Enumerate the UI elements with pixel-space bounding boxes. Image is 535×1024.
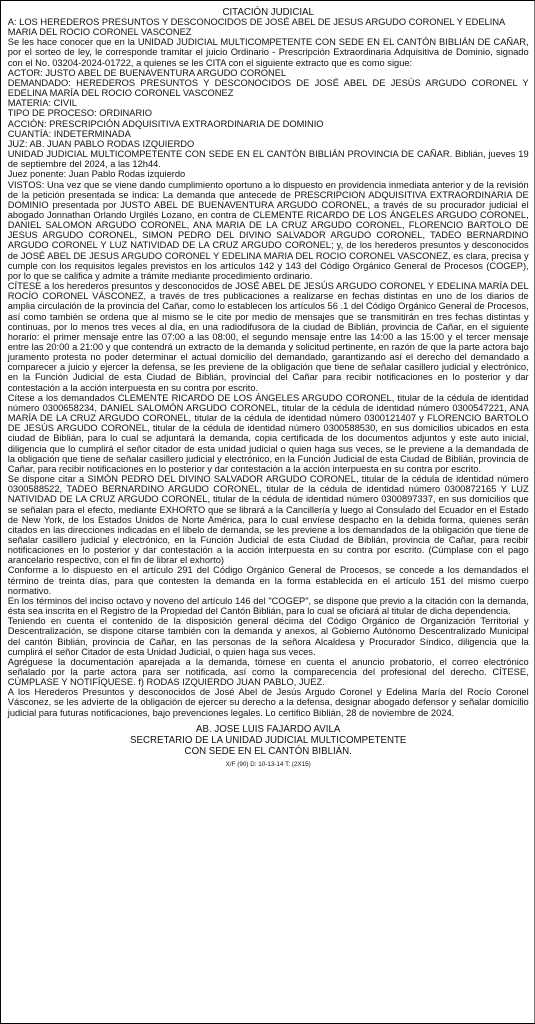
- signature-block: [8, 724, 529, 757]
- intro-paragraph: Se les hace conocer que en la UNIDAD JUDICIAL MULTICOMPETENTE CON SEDE EN EL CANTÓN BIBLIÁN DE CAÑAR, por el sorteo de ley, le corresponde tramitar el juicio Ordinario - Prescripción Extraordinaria Adquisitiva de Dominio, signado con el No. 03204-2024-01722, a quienes se les CITA con el siguiente extracto que es como sigue:: [7, 37, 529, 69]
- vistos-paragraph: VISTOS: Una vez que se viene dando cumplimiento oportuno a lo dispuesto en providencia inmediata anterior y de la revisión de la petición presentada se indica: La demanda que antecede de PRESCRIPCION ADQUISITIVA EXTRAORDINARIA DE DOMINIO presentada por JUSTO ABEL DE BUENAVENTURA ARGUDO CORONEL, a través de su procurador judicial el abogado Jonnathan Orlando Urgilés Lozano, en contra de CLEMENTE RICARDO DE LOS ÁNGELES ARGUDO CORONEL, DANIEL SALOMON ARGUDO CORONEL, ANA MARIA DE LA CRUZ ARGUDO CORONEL, FLORENCIO BARTOLO DE JESUS ARGUDO CORONEL, SIMON PEDRO DEL DIVINO SALVADOR ARGUDO CORONEL, TADEO BERNARDINO ARGUDO CORONEL Y LUZ NATIVIDAD DE LA CRUZ ARGUDO CORONEL; y, de los herederos presuntos y desconocidos de JOSÉ ABEL DE JESUS ARGUDO CORONEL Y EDELINA MARIA DEL ROCIO CORONEL VASCONEZ, es clara, precisa y cumple con los requisitos legales previstos en los artículos 142 y 143 del Código Orgánico General de Procesos (COGEP), por lo que se califica y admite a trámite mediante procedimiento ordinario.: [7, 179, 529, 282]
- signature-title: SECRETARIO DE LA UNIDAD JUDICIAL MULTICOMPETENTE: [130, 734, 407, 746]
- actor-line: ACTOR: JUSTO ABEL DE BUENAVENTURA ARGUDO CORONEL: [7, 67, 287, 79]
- court-date-paragraph: UNIDAD JUDICIAL MULTICOMPETENTE CON SEDE EN EL CANTÓN BIBLIÁN PROVINCIA DE CAÑAR. Biblián, jueves 19 de septiembre del 2024, a las 12h44.: [7, 149, 529, 171]
- defendant-line: DEMANDADO: HEREDEROS PRESUNTOS Y DESCONOCIDOS DE JOSÉ ABEL DE JESÚS ARGUDO CORONEL Y EDELINA MARÍA DEL ROCIO CORONEL VASCONEZ: [7, 77, 529, 100]
- warning-paragraph: A los Herederos Presuntos y desconocidos de José Abel de Jesús Argudo Coronel y Edelina María del Rocío Coronel Vásconez, se les advierte de la obligación de ejercer su derecho a la defensa, designar abogado defensor y señalar domicilio judicial para futuras notificaciones, bajo prevenciones legales. Lo certifico Biblián, 28 de noviembre de 2024.: [7, 687, 529, 719]
- notice-title: CITACIÓN JUDICIAL: [222, 7, 314, 18]
- registry-paragraph: En los términos del inciso octavo y noveno del artículo 146 del "COGEP", se dispone que previo a la citación con la demanda, ésta sea inscrita en el Registro de la Propiedad del Cantón Biblián, para lo cual se oficiará al titular de dicha dependencia.: [7, 595, 529, 618]
- reporting-judge-line: Juez ponente: Juan Pablo Rodas izquierdo: [7, 169, 186, 181]
- citese-heirs-paragraph: CÍTESE a los herederos presuntos y desconocidos de JOSÉ ABEL DE JESÚS ARGUDO CORONEL Y EDELINA MARÍA DEL ROCÍO CORONEL VÁSCONEZ, a través de tres publicaciones a realizarse en fechas distintas en uno de los diarios de amplia circulación de la provincia del Cañar, como lo establecen los artículos 56 .1 del Código Orgánico General de Procesos, así como también se ordena que al mismo se le cite por medio de mensajes que se transmitirán en tres fechas distintas y continuas, por lo menos tres veces al día, en una radiodifusora de la ciudad de Biblián, provincia de Cañar, en el siguiente horario: el primer mensaje entre las 07:00 a las 08:00, el segundo mensaje entre las 14:00 a las 15:00 y el tercer mensaje entre las 20:00 a 21:00 y que contendrá un extracto de la demanda y solicitud pertinente, en razón de que la parte actora bajo juramento protesta no poder determinar el actual domicilio del demandado, garantizando así el derecho del demandado a comparecer a juicio y ejercer la defensa, se les previene de la obligación que tiene de señalar casillero judicial y electrónico, en la Función Judicial de esta Ciudad de Biblián, provincial del Cañar para recibir notificaciones en lo posterior y dar contestación a la acción interpuesta en su contra por escrito.: [7, 281, 529, 394]
- documentation-paragraph: Agréguese la documentación aparejada a la demanda, tómese en cuenta el anuncio probatorio, el correo electrónico señalado por la parte actora para ser notificada, así como la comparecencia del profesional del derecho. CÍTESE, CÚMPLASE Y NOTIFÍQUESE. f) RODAS IZQUIERDO JUAN PABLO, JUEZ.: [7, 656, 529, 689]
- addressee-paragraph: A: LOS HEREDEROS PRESUNTOS Y DESCONOCIDOS DE JOSÉ ABEL DE JESUS ARGUDO CORONEL Y EDELINA MARIA DEL ROCIO CORONEL VASCONEZ: [7, 17, 505, 39]
- judge-line: JUZ: AB. JUAN PABLO RODAS IZQUIERDO: [7, 138, 195, 150]
- term-paragraph: Conforme a lo dispuesto en el artículo 291 del Código Orgánico General de Procesos, se concede a los demandados el término de treinta días, para que contesten la demanda en la forma establecida en el artículo 151 del mismo cuerpo normativo.: [7, 565, 529, 597]
- matter-line: MATERIA: CIVIL: [7, 98, 77, 110]
- municipal-paragraph: Teniendo en cuenta el contenido de la disposición general décima del Código Orgánico de Organización Territorial y Descentralización, se dispone citarse también con la demanda y anexos, al Gobierno Autónomo Descentralizado Municipal del cantón Biblián, provincia de Cañar, en las personas de la señora Alcaldesa y Procurador Síndico, diligencia que la cumplirá el señor Citador de esta Unidad Judicial, o quien haga sus veces.: [7, 616, 529, 658]
- publication-code: X/F (90) D: 10-13-14 T: (2X15): [225, 760, 311, 768]
- citese-defendants-paragraph: Cítese a los demandados CLEMENTE RICARDO DE LOS ÁNGELES ARGUDO CORONEL, titular de la cédula de identidad número 0300658234, DANIEL SALOMÓN ARGUDO CORONEL, titular de la cédula de identidad número 0300547221, ANA MARÍA DE LA CRUZ ARGUDO CORONEL, titular de la cédula de identidad número 0300121407 y FLORENCIO BARTOLO DE JESÚS ARGUDO CORONEL, titular de la cédula de identidad número 0300588530, en sus domicilios ubicados en esta ciudad de Biblián, para lo cual se adjuntará la demanda, copia certificada de los documentos adjuntos y este auto inicial, diligencia que lo cumplirá el señor citador de esta unidad judicial o quien haga sus veces, se le previene a la demandada de la obligación que tiene de señalar casillero judicial y electrónico, en la Función Judicial de esta Ciudad de Biblián, provincia de Cañar, para recibir notificaciones en lo posterior y dar contestación a la acción interpuesta en su contra por escrito.: [7, 392, 529, 475]
- exhorto-paragraph: Se dispone citar a SIMÓN PEDRO DEL DIVINO SALVADOR ARGUDO CORONEL, titular de la cédula de identidad número 0300588522, TADEO BERNARDINO ARGUDO CORONEL, titular de la cédula de identidad número 0300872165 Y LUZ NATIVIDAD DE LA CRUZ ARGUDO CORONEL, titular de la cédula de identidad número 0300897337, en sus domicilios que se señalan para el efecto, mediante EXHORTO que se librará a la Cancillería y luego al Consulado del Ecuador en el Estado de New York, de los Estados Unidos de Norte América, para lo cual envíese despacho en la debida forma, quienes serán citados en las direcciones indicadas en el libelo de demanda, se les previene a los demandados de la obligación que tiene de señalar casillero judicial y electrónico, en la Función Judicial de esta Ciudad de Biblián, provincia de Cañar, para recibir notificaciones en lo posterior y dar contestación a la acción interpuesta en su contra por escrito. (Cúmplase con el pago arancelario respectivo, con el fin de librar el exhorto): [7, 474, 529, 567]
- amount-line: CUANTÍA: INDETERMINADA: [7, 128, 131, 140]
- signature-name: AB. JOSE LUIS FAJARDO AVILA: [196, 723, 341, 735]
- signature-location: CON SEDE EN EL CANTÓN BIBLIÁN.: [184, 745, 352, 757]
- action-line: ACCIÓN: PRESCRIPCIÓN ADQUISITIVA EXTRAORDINARIA DE DOMINIO: [7, 118, 324, 130]
- process-type-line: TIPO DE PROCESO: ORDINARIO: [7, 108, 153, 120]
